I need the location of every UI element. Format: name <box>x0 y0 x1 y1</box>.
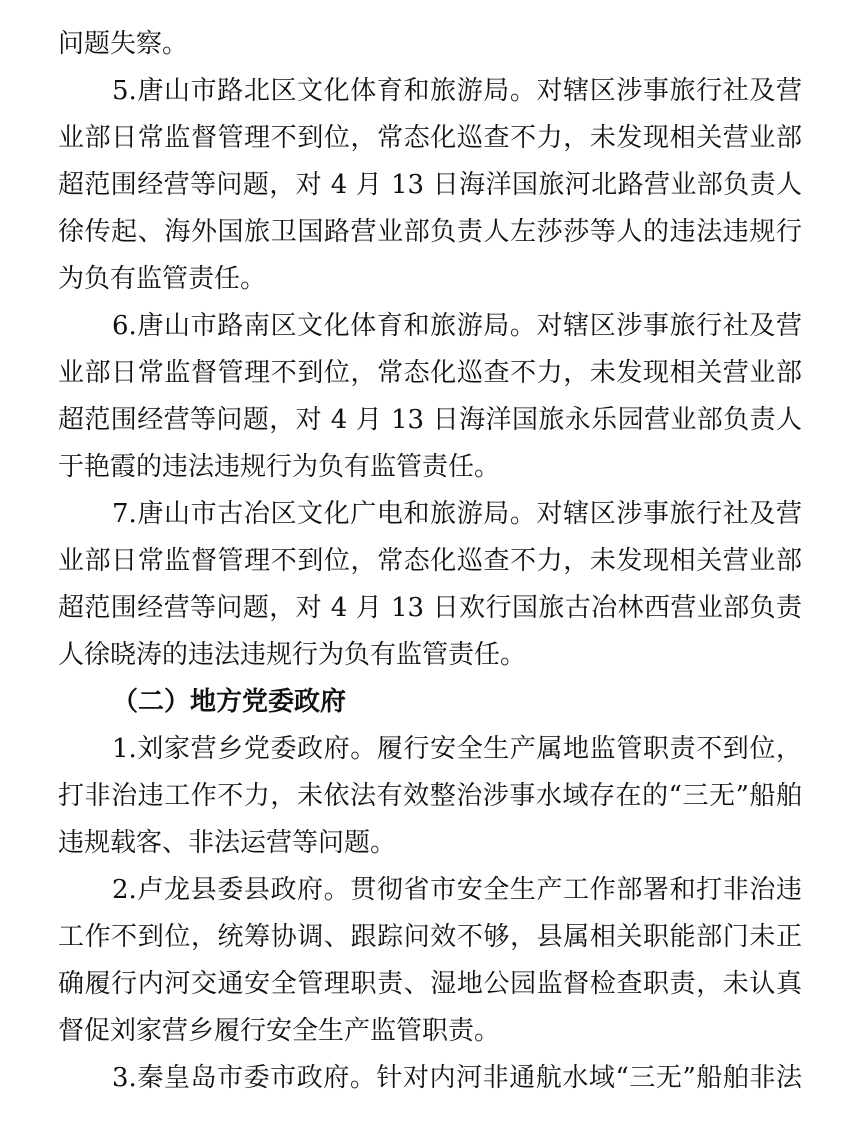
text-line: 业部日常监督管理不到位，常态化巡查不力，未发现相关营业部 <box>58 546 802 576</box>
text-line: 违规载客、非法运营等问题。 <box>58 828 397 858</box>
text-line: 工作不到位，统筹协调、跟踪问效不够，县属相关职能部门未正 <box>58 922 802 952</box>
text-line: 3.秦皇岛市委市政府。针对内河非通航水域“三无”船舶非法 <box>112 1063 802 1093</box>
text-line: 超范围经营等问题，对 4 月 13 日欢行国旅古冶林西营业部负责 <box>58 593 802 623</box>
text-line: 人徐晓涛的违法违规行为负有监管责任。 <box>58 640 527 670</box>
section-heading: （二）地方党委政府 <box>112 687 347 717</box>
text-line: 问题失察。 <box>58 29 189 59</box>
text-line: 6.唐山市路南区文化体育和旅游局。对辖区涉事旅行社及营 <box>112 311 802 341</box>
text-line: 业部日常监督管理不到位，常态化巡查不力，未发现相关营业部 <box>58 123 802 153</box>
text-line: 5.唐山市路北区文化体育和旅游局。对辖区涉事旅行社及营 <box>112 76 802 106</box>
text-line: 2.卢龙县委县政府。贯彻省市安全生产工作部署和打非治违 <box>112 875 802 905</box>
text-line: 于艳霞的违法违规行为负有监管责任。 <box>58 452 501 482</box>
text-line: 打非治违工作不力，未依法有效整治涉事水域存在的“三无”船舶 <box>58 781 802 811</box>
text-line: 1.刘家营乡党委政府。履行安全生产属地监管职责不到位， <box>112 734 802 764</box>
text-line: 业部日常监督管理不到位，常态化巡查不力，未发现相关营业部 <box>58 358 802 388</box>
text-line: 徐传起、海外国旅卫国路营业部负责人左莎莎等人的违法违规行 <box>58 217 802 247</box>
text-line: 超范围经营等问题，对 4 月 13 日海洋国旅河北路营业部负责人 <box>58 170 802 200</box>
text-line: 确履行内河交通安全管理职责、湿地公园监督检查职责，未认真 <box>58 969 802 999</box>
text-line: 为负有监管责任。 <box>58 264 267 294</box>
text-line: 7.唐山市古冶区文化广电和旅游局。对辖区涉事旅行社及营 <box>112 499 802 529</box>
text-line: 督促刘家营乡履行安全生产监管职责。 <box>58 1016 501 1046</box>
text-line: 超范围经营等问题，对 4 月 13 日海洋国旅永乐园营业部负责人 <box>58 405 802 435</box>
